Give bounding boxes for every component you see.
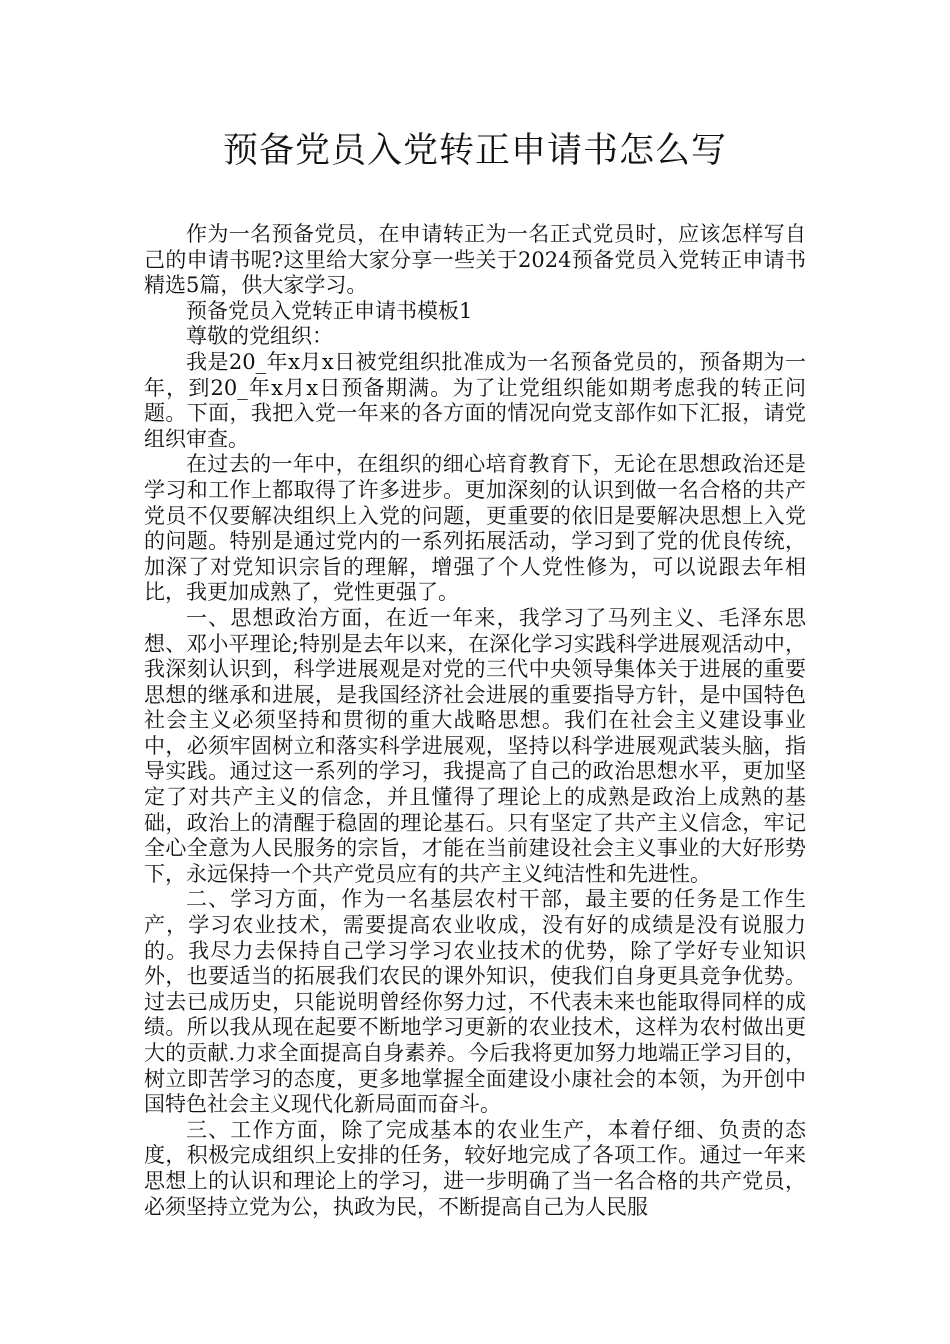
section-study: 二、学习方面，作为一名基层农村干部，最主要的任务是工作生产，学习农业技术，需要提高农业收成，没有好的成绩是没有说服力的。我尽力去保持自己学习学习农业技术的优势，除了学好专业知识外，也要适当的拓展我们农民的课外知识，使我们自身更具竞争优势。过去已成历史，只能说明曾经你努力过，不代表未来也能取得同样的成绩。所以我从现在起要不断地学习更新的农业技术，这样为农村做出更大的贡献.力求全面提高自身素养。今后我将更加努力地端正学习目的，树立即苦学习的态度，更多地掌握全面建设小康社会的本领，为开创中国特色社会主义现代化新局面而奋斗。 <box>144 887 806 1117</box>
template-heading: 预备党员入党转正申请书模板1 <box>186 298 473 323</box>
section-work: 三、工作方面，除了完成基本的农业生产，本着仔细、负责的态度，积极完成组织上安排的任务，较好地完成了各项工作。通过一年来思想上的认识和理论上的学习，进一步明确了当一名合格的共产党员，必须坚持立党为公，执政为民，不断提高自己为人民服 <box>144 1117 806 1219</box>
body-paragraph: 我是20_年x月x日被党组织批准成为一名预备党员的，预备期为一年，到20_年x月x日预备期满。为了让党组织能如期考虑我的转正问题。下面，我把入党一年来的各方面的情况向党支部作如下汇报，请党组织审查。 <box>144 349 806 451</box>
section-political: 一、思想政治方面，在近一年来，我学习了马列主义、毛泽东思想、邓小平理论;特别是去年以来，在深化学习实践科学进展观活动中，我深刻认识到，科学进展观是对党的三代中央领导集体关于进展的重要思想的继承和进展，是我国经济社会进展的重要指导方针，是中国特色社会主义必须坚持和贯彻的重大战略思想。我们在社会主义建设事业中，必须牢固树立和落实科学进展观，坚持以科学进展观武装头脑，指导实践。通过这一系列的学习，我提高了自己的政治思想水平，更加坚定了对共产主义的信念，并且懂得了理论上的成熟是政治上成熟的基础，政治上的清醒于稳固的理论基石。只有坚定了共产主义信念，牢记全心全意为人民服务的宗旨，才能在当前建设社会主义事业的大好形势下，永远保持一个共产党员应有的共产主义纯洁性和先进性。 <box>144 605 806 886</box>
salutation: 尊敬的党组织： <box>186 324 333 349</box>
document-body <box>144 222 806 1220</box>
intro-paragraph: 作为一名预备党员，在申请转正为一名正式党员时，应该怎样写自己的申请书呢?这里给大家分享一些关于2024预备党员入党转正申请书精选5篇，供大家学习。 <box>144 222 806 298</box>
document-title: 预备党员入党转正申请书怎么写 <box>222 131 727 171</box>
body-paragraph: 在过去的一年中，在组织的细心培育教育下，无论在思想政治还是学习和工作上都取得了许多进步。更加深刻的认识到做一名合格的共产党员不仅要解决组织上入党的问题，更重要的依旧是要解决思想上入党的问题。特别是通过党内的一系列拓展活动，学习到了党的优良传统，加深了对党知识宗旨的理解，增强了个人党性修为，可以说跟去年相比，我更加成熟了，党性更强了。 <box>144 452 806 605</box>
